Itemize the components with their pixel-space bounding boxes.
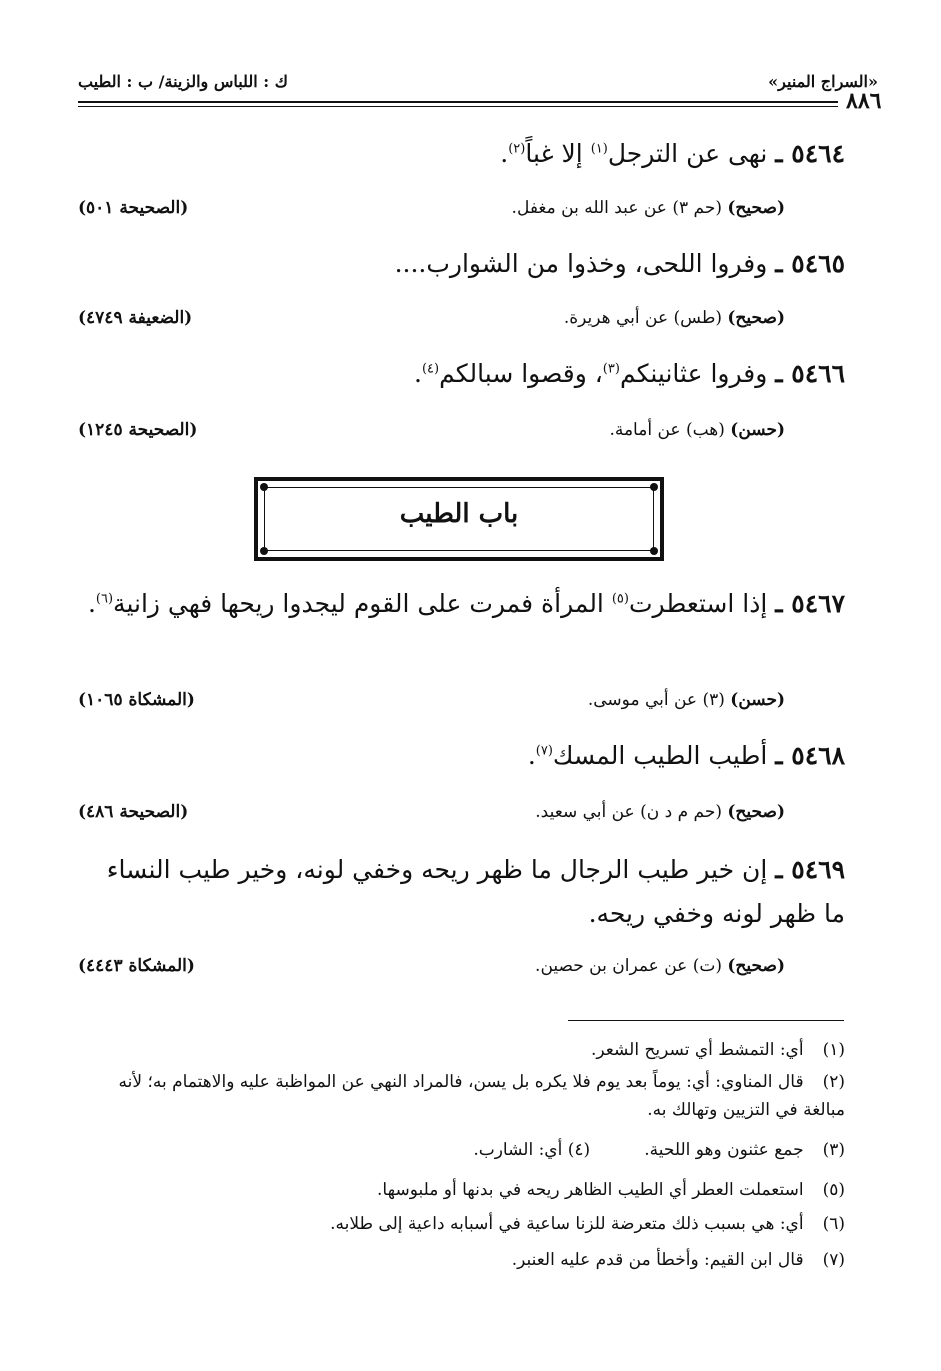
grade: (صحيح) <box>727 956 785 976</box>
hadith-end: . <box>500 139 509 168</box>
reference: (الصحيحة ١٢٤٥) <box>78 420 198 440</box>
header-rule-thin <box>78 106 838 107</box>
reference: (الصحيحة ٤٨٦) <box>78 802 189 822</box>
chapter-heading-box <box>254 477 664 561</box>
hadith-text: نهى عن الترجل <box>607 139 768 168</box>
hadith-grade-row <box>78 690 785 716</box>
footnote-ref[interactable]: (٢) <box>508 141 526 157</box>
reference: (الصحيحة ٥٠١) <box>78 198 189 218</box>
hadith-5469 <box>78 848 845 936</box>
footnote-3-4 <box>473 1136 845 1164</box>
hadith-5465 <box>395 242 845 286</box>
reference: (المشكاة ١٠٦٥) <box>78 690 195 710</box>
footnote-ref[interactable]: (٦) <box>95 591 114 607</box>
hadith-5464 <box>500 132 845 176</box>
footnote-number: (٧) <box>822 1250 845 1270</box>
grade: (صحيح) <box>727 308 785 328</box>
hadith-number: ٥٤٦٩ ـ <box>775 855 845 884</box>
hadith-text: إن خير طيب الرجال ما ظهر ريحه وخفي لونه، وخير طيب النساء ما ظهر لونه وخفي ريحه. <box>106 855 845 928</box>
hadith-5467 <box>78 582 845 626</box>
footnote-2 <box>78 1068 845 1124</box>
reference: (الضعيفة ٤٧٤٩) <box>78 308 193 328</box>
hadith-text: المرأة فمرت على القوم ليجدوا ريحها فهي زانية <box>113 589 604 618</box>
source: (٣) عن أبي موسى. <box>587 690 725 710</box>
hadith-text: إلا غباً <box>525 139 583 168</box>
footnote-7 <box>512 1246 845 1274</box>
hadith-text: إذا استعطرت <box>628 589 768 618</box>
hadith-end: . <box>87 589 96 618</box>
footnote-ref[interactable]: (٥) <box>611 591 629 607</box>
hadith-text: أطيب الطيب المسك <box>552 741 768 770</box>
source: (حم ٣) عن عبد الله بن مغفل. <box>511 198 722 218</box>
reference: (المشكاة ٤٤٤٣) <box>78 956 195 976</box>
hadith-end: . <box>527 741 536 770</box>
grade: (حسن) <box>730 690 785 710</box>
hadith-5466 <box>414 352 845 396</box>
footnote-5 <box>377 1176 845 1204</box>
footnote-text: أي: التمشط أي تسريح الشعر. <box>590 1040 804 1060</box>
footnote-ref[interactable]: (١) <box>590 141 608 157</box>
footnote-number: (٣) <box>822 1140 845 1160</box>
hadith-grade-row <box>78 956 785 982</box>
footnote-text: أي: هي بسبب ذلك متعرضة للزنا ساعية في أسبابه داعية إلى طلابه. <box>330 1214 804 1234</box>
grade: (صحيح) <box>727 198 785 218</box>
hadith-end: . <box>414 359 422 388</box>
footnote-ref[interactable]: (٧) <box>535 743 553 759</box>
section-title: ك : اللباس والزينة/ ب : الطيب <box>78 72 288 91</box>
hadith-grade-row <box>78 802 785 828</box>
footnote-ref[interactable]: (٣) <box>602 361 620 377</box>
hadith-number: ٥٤٦٦ ـ <box>775 359 845 388</box>
source: (حم م د ن) عن أبي سعيد. <box>535 802 722 822</box>
book-title: «السراج المنير» <box>768 72 878 91</box>
hadith-number: ٥٤٦٨ ـ <box>775 741 845 770</box>
page-number: ٨٨٦ <box>846 88 882 114</box>
footnote-text: قال ابن القيم: وأخطأ من قدم عليه العنبر. <box>511 1250 804 1270</box>
hadith-text: وفروا عثانينكم <box>619 359 768 388</box>
footnote-text: قال المناوي: أي: يوماً بعد يوم فلا يكره بل يسن، فالمراد النهي عن المواظبة عليه والاهتمام به؛ لأنه مبالغة في التزيين وتهالك به. <box>118 1072 845 1120</box>
grade-and-source <box>535 956 785 976</box>
footnote-number: (١) <box>822 1040 845 1060</box>
footnote-ref[interactable]: (٤) <box>421 361 440 377</box>
corner-ornament <box>650 547 658 555</box>
header-rule-thick <box>78 101 838 103</box>
hadith-grade-row <box>78 420 785 446</box>
footnote-number: (٥) <box>822 1180 845 1200</box>
footnote-number: (٦) <box>822 1214 845 1234</box>
corner-ornament <box>260 547 268 555</box>
hadith-text: ، وقصوا سبالكم <box>439 359 603 388</box>
source: (هب) عن أمامة. <box>609 420 725 440</box>
chapter-title: باب الطيب <box>399 499 519 529</box>
grade-and-source <box>588 690 785 710</box>
footnote-text: أي: الشارب. <box>473 1140 563 1160</box>
source: (طس) عن أبي هريرة. <box>563 308 722 328</box>
grade-and-source <box>609 420 785 440</box>
running-header <box>78 72 878 102</box>
footnote-text: استعملت العطر أي الطيب الظاهر ريحه في بدنها أو ملبوسها. <box>377 1180 804 1200</box>
footnote-number: (٤) <box>567 1140 591 1160</box>
hadith-text: وفروا اللحى، وخذوا من الشوارب.... <box>394 249 768 278</box>
footnote-1 <box>591 1036 845 1064</box>
hadith-grade-row <box>78 198 785 224</box>
grade-and-source <box>535 802 785 822</box>
footnote-number: (٢) <box>822 1072 845 1092</box>
footnote-text: جمع عثنون وهو اللحية. <box>644 1140 804 1160</box>
grade-and-source <box>564 308 785 328</box>
hadith-number: ٥٤٦٧ ـ <box>775 589 845 618</box>
footnote-6 <box>330 1210 845 1238</box>
corner-ornament <box>650 483 658 491</box>
grade: (حسن) <box>730 420 785 440</box>
footnote-separator <box>568 1020 844 1021</box>
source: (ت) عن عمران بن حصين. <box>535 956 722 976</box>
grade-and-source <box>512 198 785 218</box>
hadith-5468 <box>528 734 845 778</box>
hadith-grade-row <box>78 308 785 334</box>
hadith-number: ٥٤٦٤ ـ <box>775 139 845 168</box>
grade: (صحيح) <box>727 802 785 822</box>
corner-ornament <box>260 483 268 491</box>
hadith-number: ٥٤٦٥ ـ <box>775 249 845 278</box>
